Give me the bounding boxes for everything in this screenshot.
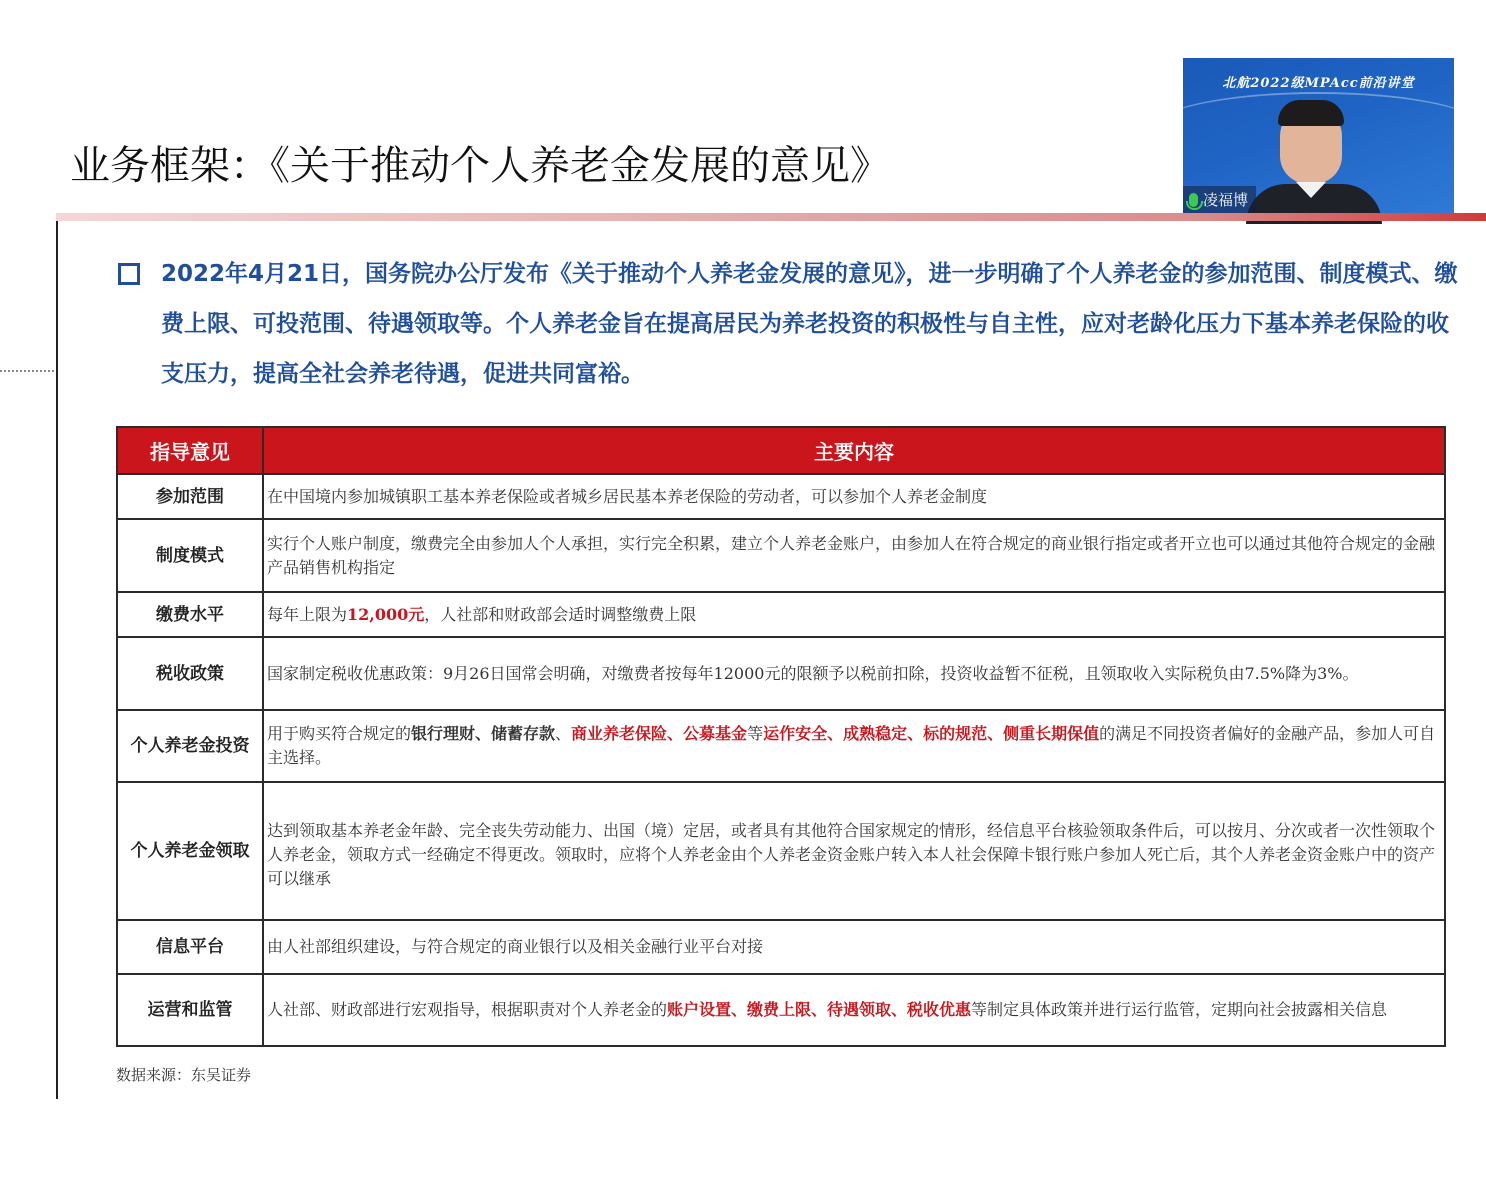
page-title: 业务框架：《关于推动个人养老金发展的意见》 — [70, 143, 890, 189]
microphone-icon — [1189, 193, 1198, 207]
header-content: 主要内容 — [263, 427, 1445, 474]
row-value: 国家制定税收优惠政策：9月26日国常会明确，对缴费者按每年12000元的限额予以税前扣除，投资收益暂不征税，且领取收入实际税负由7.5%降为3%。 — [263, 637, 1445, 710]
row-value: 用于购买符合规定的银行理财、储蓄存款、商业养老保险、公募基金等运作安全、成熟稳定、标的规范、侧重长期保值的满足不同投资者偏好的金融产品，参加人可自主选择。 — [263, 710, 1445, 782]
intro-paragraph — [118, 249, 1458, 399]
speaker-name-tag — [1183, 186, 1256, 214]
row-value: 每年上限为12,000元，人社部和财政部会适时调整缴费上限 — [263, 592, 1445, 637]
data-source-note: 数据来源：东吴证券 — [116, 1066, 252, 1084]
table-row — [117, 710, 1445, 782]
speaker-hair — [1278, 100, 1344, 126]
table-row — [117, 637, 1445, 710]
table-row — [117, 474, 1445, 519]
row-key: 信息平台 — [117, 920, 263, 974]
slide-left-border — [56, 213, 58, 1099]
row-value: 达到领取基本养老金年龄、完全丧失劳动能力、出国（境）定居，或者具有其他符合国家规定的情形，经信息平台核验领取条件后，可以按月、分次或者一次性领取个人养老金，领取方式一经确定不得更改。领取时，应将个人养老金由个人养老金资金账户转入本人社会保障卡银行账户参加人死亡后，其个人养老金资金账户中的资产可以继承 — [263, 782, 1445, 920]
square-bullet-icon — [118, 263, 140, 285]
row-key: 参加范围 — [117, 474, 263, 519]
table-row — [117, 592, 1445, 637]
video-banner: 北航2022级MPAcc前沿讲堂 — [1222, 76, 1415, 91]
row-value: 由人社部组织建设，与符合规定的商业银行以及相关金融行业平台对接 — [263, 920, 1445, 974]
speaker-name: 凌福博 — [1203, 191, 1249, 209]
table-row — [117, 519, 1445, 592]
table-row — [117, 920, 1445, 974]
row-key: 缴费水平 — [117, 592, 263, 637]
row-value: 实行个人账户制度，缴费完全由参加人个人承担，实行完全积累，建立个人养老金账户，由参加人在符合规定的商业银行指定或者开立也可以通过其他符合规定的金融产品销售机构指定 — [263, 519, 1445, 592]
table-header-row — [117, 427, 1445, 474]
row-key: 运营和监管 — [117, 974, 263, 1046]
row-value: 人社部、财政部进行宏观指导，根据职责对个人养老金的账户设置、缴费上限、待遇领取、税收优惠等制定具体政策并进行运行监管，定期向社会披露相关信息 — [263, 974, 1445, 1046]
dotted-divider — [0, 370, 54, 372]
header-guidance: 指导意见 — [117, 427, 263, 474]
intro-text: 2022年4月21日，国务院办公厅发布《关于推动个人养老金发展的意见》，进一步明确了个人养老金的参加范围、制度模式、缴费上限、可投范围、待遇领取等。个人养老金旨在提高居民为养老投资的积极性与自主性，应对老龄化压力下基本养老保险的收支压力，提高全社会养老待遇，促进共同富裕。 — [161, 261, 1458, 387]
row-key: 制度模式 — [117, 519, 263, 592]
slide-top-gradient-line — [56, 213, 1486, 221]
row-key: 个人养老金领取 — [117, 782, 263, 920]
table-row — [117, 974, 1445, 1046]
table-row — [117, 782, 1445, 920]
policy-table — [116, 426, 1446, 1047]
row-key: 税收政策 — [117, 637, 263, 710]
row-value: 在中国境内参加城镇职工基本养老保险或者城乡居民基本养老保险的劳动者，可以参加个人养老金制度 — [263, 474, 1445, 519]
row-key: 个人养老金投资 — [117, 710, 263, 782]
